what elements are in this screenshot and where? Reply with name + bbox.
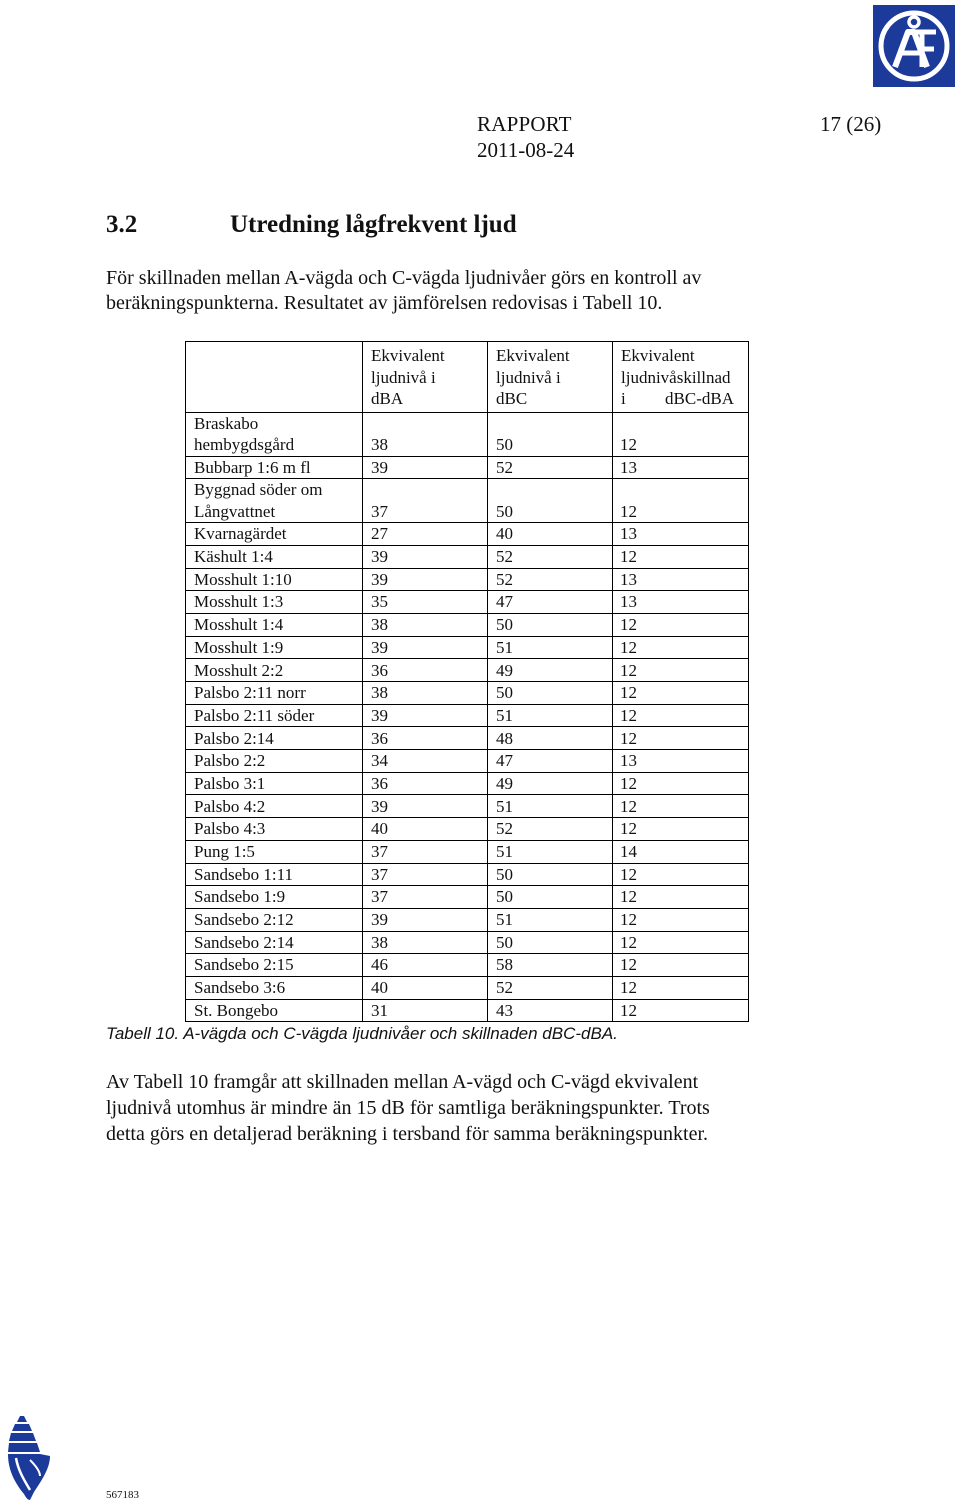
cell-location — [186, 886, 363, 909]
cell-dba: 39 — [363, 908, 488, 931]
cell-dbc: 50 — [488, 412, 613, 456]
cell-diff: 13 — [613, 750, 749, 773]
cell-location — [186, 545, 363, 568]
table-header — [186, 342, 749, 413]
header-line: dBC — [496, 389, 528, 408]
cell-dbc: 52 — [488, 545, 613, 568]
section-title: Utredning lågfrekvent ljud — [230, 211, 517, 238]
table-row — [186, 456, 749, 479]
table-row — [186, 636, 749, 659]
location-name-line: hembygdsgård — [194, 435, 295, 454]
conclusion-line: detta görs en detaljerad beräkning i tersband för samma beräkningspunkter. — [106, 1123, 709, 1145]
table-row — [186, 863, 749, 886]
cell-location — [186, 908, 363, 931]
shell-icon — [6, 1414, 54, 1502]
cell-dba: 36 — [363, 727, 488, 750]
cell-diff: 12 — [613, 999, 749, 1022]
cell-dbc: 50 — [488, 613, 613, 636]
location-name-line: Palsbo 2:11 söder — [194, 705, 315, 725]
cell-location — [186, 999, 363, 1022]
location-name-line: Kvarnagärdet — [194, 524, 287, 544]
intro-line: För skillnaden mellan A-vägda och C-vägda ljudnivåer görs en kontroll av — [106, 267, 702, 289]
cell-location — [186, 795, 363, 818]
conclusion-paragraph — [106, 1069, 826, 1147]
document-number: 567183 — [106, 1489, 139, 1501]
cell-dbc: 43 — [488, 999, 613, 1022]
cell-diff: 12 — [613, 795, 749, 818]
cell-dbc: 48 — [488, 727, 613, 750]
cell-diff: 12 — [613, 682, 749, 705]
cell-diff: 13 — [613, 523, 749, 546]
cell-diff: 14 — [613, 840, 749, 863]
cell-dbc: 51 — [488, 908, 613, 931]
location-name-line: Byggnad söder om — [194, 480, 323, 500]
location-name-line: Mosshult 1:9 — [194, 637, 284, 657]
cell-location — [186, 682, 363, 705]
cell-location — [186, 412, 363, 456]
section-heading — [106, 211, 517, 239]
table-row — [186, 479, 749, 523]
af-logo-icon — [873, 5, 955, 87]
location-name-line: Bubbarp 1:6 m fl — [194, 457, 311, 477]
table-header-row — [186, 342, 749, 413]
location-name-line: St. Bongebo — [194, 1000, 279, 1020]
header-line: ljudnivåskillnad — [621, 367, 731, 387]
cell-dbc: 50 — [488, 479, 613, 523]
cell-location — [186, 840, 363, 863]
table-row — [186, 954, 749, 977]
cell-dba: 37 — [363, 886, 488, 909]
cell-diff: 12 — [613, 931, 749, 954]
cell-dba: 34 — [363, 750, 488, 773]
cell-dba: 38 — [363, 682, 488, 705]
cell-location — [186, 613, 363, 636]
cell-location — [186, 976, 363, 999]
location-name-line: Palsbo 4:2 — [194, 796, 266, 816]
intro-paragraph — [106, 266, 826, 316]
table-row — [186, 659, 749, 682]
cell-diff: 12 — [613, 772, 749, 795]
location-name-line: Mosshult 1:10 — [194, 569, 292, 589]
cell-diff: 12 — [613, 863, 749, 886]
cell-dba: 35 — [363, 591, 488, 614]
cell-location — [186, 704, 363, 727]
cell-location — [186, 750, 363, 773]
cell-location — [186, 636, 363, 659]
cell-dbc: 47 — [488, 591, 613, 614]
table-row — [186, 704, 749, 727]
header-line: Ekvivalent — [621, 346, 695, 365]
cell-dbc: 51 — [488, 636, 613, 659]
cell-dba: 31 — [363, 999, 488, 1022]
cell-location — [186, 456, 363, 479]
cell-diff: 12 — [613, 659, 749, 682]
table-row — [186, 818, 749, 841]
header-diff — [613, 342, 749, 413]
cell-dbc: 50 — [488, 863, 613, 886]
cell-dbc: 58 — [488, 954, 613, 977]
cell-dbc: 52 — [488, 456, 613, 479]
header-line: ljudnivå i — [371, 367, 436, 387]
table-row — [186, 568, 749, 591]
header-line: Ekvivalent — [496, 346, 570, 365]
cell-dbc: 50 — [488, 931, 613, 954]
table-row — [186, 545, 749, 568]
cell-dba: 36 — [363, 659, 488, 682]
table-row — [186, 682, 749, 705]
table-row — [186, 727, 749, 750]
cell-diff: 12 — [613, 908, 749, 931]
cell-location — [186, 863, 363, 886]
conclusion-line: Av Tabell 10 framgår att skillnaden mellan A-vägd och C-vägd ekvivalent — [106, 1071, 699, 1093]
table-row — [186, 976, 749, 999]
location-name-line: Sandsebo 1:11 — [194, 864, 294, 884]
cell-dbc: 47 — [488, 750, 613, 773]
table-row — [186, 908, 749, 931]
cell-diff: 13 — [613, 568, 749, 591]
cell-dba: 37 — [363, 840, 488, 863]
table-row — [186, 750, 749, 773]
cell-dbc: 51 — [488, 795, 613, 818]
cell-location — [186, 591, 363, 614]
conclusion-line: ljudnivå utomhus är mindre än 15 dB för samtliga beräkningspunkter. Trots — [106, 1097, 710, 1119]
cell-dba: 38 — [363, 931, 488, 954]
noise-level-table — [185, 341, 749, 1022]
cell-dba: 39 — [363, 704, 488, 727]
intro-line: beräkningspunkterna. Resultatet av jämförelsen redovisas i Tabell 10. — [106, 292, 663, 314]
cell-dbc: 51 — [488, 840, 613, 863]
location-name-line: Sandsebo 1:9 — [194, 887, 286, 907]
cell-dba: 27 — [363, 523, 488, 546]
table-row — [186, 795, 749, 818]
cell-location — [186, 479, 363, 523]
cell-dbc: 49 — [488, 659, 613, 682]
cell-diff: 12 — [613, 545, 749, 568]
table-caption: Tabell 10. A-vägda och C-vägda ljudnivåer och skillnaden dBC-dBA. — [106, 1024, 618, 1043]
header-location — [186, 342, 363, 413]
report-label: RAPPORT — [477, 112, 572, 136]
cell-diff: 12 — [613, 818, 749, 841]
location-name-line: Käshult 1:4 — [194, 547, 273, 567]
location-name-line: Braskabo — [194, 413, 259, 433]
location-name-line: Palsbo 2:2 — [194, 751, 266, 771]
location-name-line: Sandsebo 3:6 — [194, 978, 286, 998]
cell-location — [186, 727, 363, 750]
table-row — [186, 591, 749, 614]
report-date: 2011-08-24 — [477, 138, 575, 162]
header-line-part: i — [621, 389, 626, 408]
cell-dbc: 50 — [488, 886, 613, 909]
cell-dba: 39 — [363, 795, 488, 818]
header-dbc — [488, 342, 613, 413]
cell-dba: 39 — [363, 456, 488, 479]
cell-dba: 37 — [363, 479, 488, 523]
location-name-line: Sandsebo 2:12 — [194, 910, 294, 930]
cell-location — [186, 931, 363, 954]
cell-diff: 12 — [613, 479, 749, 523]
cell-location — [186, 954, 363, 977]
header-line: dBA — [371, 389, 404, 408]
table-row — [186, 840, 749, 863]
cell-dbc: 52 — [488, 818, 613, 841]
cell-dba: 39 — [363, 636, 488, 659]
cell-diff: 12 — [613, 636, 749, 659]
cell-dba: 36 — [363, 772, 488, 795]
location-name-line: Mosshult 2:2 — [194, 660, 284, 680]
cell-diff: 12 — [613, 704, 749, 727]
cell-dbc: 49 — [488, 772, 613, 795]
cell-location — [186, 659, 363, 682]
cell-dba: 37 — [363, 863, 488, 886]
header-line — [621, 388, 748, 410]
cell-diff: 12 — [613, 886, 749, 909]
section-number: 3.2 — [106, 211, 138, 238]
table-row — [186, 613, 749, 636]
location-name-line: Palsbo 2:11 norr — [194, 683, 306, 703]
location-name-line: Pung 1:5 — [194, 842, 255, 861]
cell-location — [186, 523, 363, 546]
cell-dba: 39 — [363, 545, 488, 568]
cell-dba: 40 — [363, 976, 488, 999]
table-row — [186, 523, 749, 546]
cell-dbc: 52 — [488, 568, 613, 591]
cell-location — [186, 818, 363, 841]
location-name-line: Långvattnet — [194, 501, 276, 521]
table-row — [186, 772, 749, 795]
location-name-line: Mosshult 1:4 — [194, 615, 284, 635]
header-line: Ekvivalent — [371, 346, 445, 365]
cell-dbc: 40 — [488, 523, 613, 546]
cell-dba: 40 — [363, 818, 488, 841]
table-row — [186, 886, 749, 909]
cell-diff: 12 — [613, 727, 749, 750]
cell-dbc: 50 — [488, 682, 613, 705]
table-row — [186, 931, 749, 954]
location-name-line: Palsbo 4:3 — [194, 819, 266, 839]
page-number: 17 (26) — [820, 112, 882, 136]
header-dba — [363, 342, 488, 413]
location-name-line: Sandsebo 2:14 — [194, 932, 294, 952]
cell-diff: 13 — [613, 456, 749, 479]
cell-diff: 12 — [613, 976, 749, 999]
cell-dbc: 51 — [488, 704, 613, 727]
cell-dba: 38 — [363, 613, 488, 636]
cell-diff: 12 — [613, 412, 749, 456]
location-name-line: Palsbo 3:1 — [194, 773, 266, 793]
cell-dba: 46 — [363, 954, 488, 977]
cell-location — [186, 568, 363, 591]
cell-location — [186, 772, 363, 795]
table-row — [186, 999, 749, 1022]
table-row — [186, 412, 749, 456]
location-name-line: Mosshult 1:3 — [194, 592, 284, 612]
cell-dba: 39 — [363, 568, 488, 591]
cell-dbc: 52 — [488, 976, 613, 999]
cell-diff: 13 — [613, 591, 749, 614]
location-name-line: Palsbo 2:14 — [194, 728, 274, 748]
cell-diff: 12 — [613, 954, 749, 977]
cell-diff: 12 — [613, 613, 749, 636]
location-name-line: Sandsebo 2:15 — [194, 955, 294, 975]
header-line-part: dBC-dBA — [665, 389, 734, 408]
table-body — [186, 412, 749, 1022]
header-line: ljudnivå i — [496, 367, 561, 387]
cell-dba: 38 — [363, 412, 488, 456]
